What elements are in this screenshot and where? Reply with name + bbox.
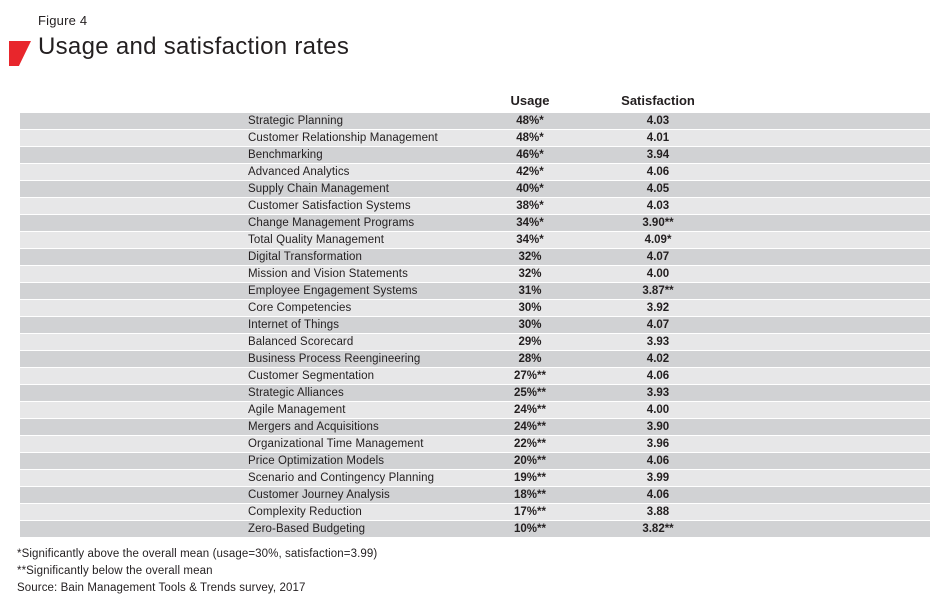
usage-value: 18%** bbox=[514, 489, 546, 501]
tool-name: Advanced Analytics bbox=[248, 166, 350, 178]
table-row bbox=[20, 402, 930, 419]
satisfaction-value: 4.06 bbox=[646, 455, 670, 467]
usage-value: 46%* bbox=[516, 149, 544, 161]
satisfaction-value: 4.01 bbox=[646, 132, 670, 144]
tool-name: Customer Segmentation bbox=[248, 370, 375, 382]
tool-name: Customer Relationship Management bbox=[248, 132, 438, 144]
usage-value: 25%** bbox=[514, 387, 546, 399]
satisfaction-value: 3.90 bbox=[646, 421, 670, 433]
satisfaction-value: 4.06 bbox=[646, 370, 670, 382]
bain-chevron-icon bbox=[9, 41, 31, 66]
table-row bbox=[20, 232, 930, 249]
usage-value: 31% bbox=[518, 285, 542, 297]
tool-name: Benchmarking bbox=[248, 149, 323, 161]
tool-name: Mission and Vision Statements bbox=[248, 268, 408, 280]
satisfaction-value: 4.07 bbox=[646, 319, 670, 331]
table-row bbox=[20, 266, 930, 283]
table-row bbox=[20, 215, 930, 232]
tool-name: Supply Chain Management bbox=[248, 183, 390, 195]
tool-name: Employee Engagement Systems bbox=[248, 285, 418, 297]
satisfaction-value: 4.00 bbox=[646, 404, 670, 416]
usage-column-header: Usage bbox=[510, 93, 550, 108]
tool-name: Price Optimization Models bbox=[248, 455, 385, 467]
satisfaction-value: 3.93 bbox=[646, 387, 670, 399]
usage-value: 42%* bbox=[516, 166, 544, 178]
footnote-below-mean: **Significantly below the overall mean bbox=[17, 564, 213, 577]
satisfaction-value: 4.02 bbox=[646, 353, 670, 365]
table-row bbox=[20, 470, 930, 487]
usage-value: 30% bbox=[518, 319, 542, 331]
tool-name: Strategic Planning bbox=[248, 115, 344, 127]
usage-value: 24%** bbox=[514, 404, 546, 416]
table-row bbox=[20, 453, 930, 470]
tool-name: Digital Transformation bbox=[248, 251, 363, 263]
satisfaction-value: 3.87** bbox=[642, 285, 674, 297]
usage-value: 20%** bbox=[514, 455, 546, 467]
table-row bbox=[20, 198, 930, 215]
table-row bbox=[20, 283, 930, 300]
table-row bbox=[20, 181, 930, 198]
usage-value: 10%** bbox=[514, 523, 546, 535]
usage-value: 22%** bbox=[514, 438, 546, 450]
tool-name: Scenario and Contingency Planning bbox=[248, 472, 435, 484]
usage-value: 32% bbox=[518, 268, 542, 280]
usage-value: 19%** bbox=[514, 472, 546, 484]
usage-value: 48%* bbox=[516, 115, 544, 127]
tool-name: Organizational Time Management bbox=[248, 438, 424, 450]
satisfaction-value: 4.09* bbox=[644, 234, 672, 246]
satisfaction-value: 4.05 bbox=[646, 183, 670, 195]
figure-label: Figure 4 bbox=[38, 13, 88, 28]
tool-name: Agile Management bbox=[248, 404, 346, 416]
tool-name: Total Quality Management bbox=[248, 234, 384, 246]
table-row bbox=[20, 351, 930, 368]
figure-title: Usage and satisfaction rates bbox=[38, 33, 350, 60]
usage-value: 40%* bbox=[516, 183, 544, 195]
tool-name: Customer Satisfaction Systems bbox=[248, 200, 411, 212]
table-row bbox=[20, 334, 930, 351]
table-row bbox=[20, 249, 930, 266]
tool-name: Customer Journey Analysis bbox=[248, 489, 390, 501]
table-row bbox=[20, 436, 930, 453]
satisfaction-value: 4.00 bbox=[646, 268, 670, 280]
satisfaction-column-header: Satisfaction bbox=[621, 93, 695, 108]
table-row bbox=[20, 368, 930, 385]
usage-satisfaction-table bbox=[20, 88, 930, 538]
satisfaction-value: 4.06 bbox=[646, 166, 670, 178]
source-line: Source: Bain Management Tools & Trends survey, 2017 bbox=[17, 581, 306, 594]
tool-name: Change Management Programs bbox=[248, 217, 415, 229]
tool-name: Zero-Based Budgeting bbox=[248, 523, 366, 535]
table-row bbox=[20, 317, 930, 334]
usage-value: 34%* bbox=[516, 217, 544, 229]
table-row bbox=[20, 130, 930, 147]
satisfaction-value: 3.99 bbox=[646, 472, 670, 484]
usage-value: 30% bbox=[518, 302, 542, 314]
usage-value: 17%** bbox=[514, 506, 546, 518]
table-row bbox=[20, 487, 930, 504]
table-row bbox=[20, 504, 930, 521]
footnote-above-mean: *Significantly above the overall mean (usage=30%, satisfaction=3.99) bbox=[17, 548, 378, 560]
satisfaction-value: 3.90** bbox=[642, 217, 674, 229]
satisfaction-value: 3.92 bbox=[646, 302, 670, 314]
tool-name: Internet of Things bbox=[248, 319, 340, 331]
satisfaction-value: 4.03 bbox=[646, 115, 670, 127]
usage-value: 24%** bbox=[514, 421, 546, 433]
usage-value: 38%* bbox=[516, 200, 544, 212]
satisfaction-value: 3.88 bbox=[646, 506, 670, 518]
satisfaction-value: 3.96 bbox=[646, 438, 670, 450]
satisfaction-value: 4.06 bbox=[646, 489, 670, 501]
tool-name: Strategic Alliances bbox=[248, 387, 344, 399]
satisfaction-value: 3.94 bbox=[646, 149, 670, 161]
usage-value: 28% bbox=[518, 353, 542, 365]
satisfaction-value: 3.82** bbox=[642, 523, 674, 535]
tool-name: Complexity Reduction bbox=[248, 506, 362, 518]
table-row bbox=[20, 164, 930, 181]
table-header-row bbox=[20, 88, 930, 113]
usage-value: 29% bbox=[518, 336, 542, 348]
satisfaction-value: 4.07 bbox=[646, 251, 670, 263]
tool-name: Balanced Scorecard bbox=[248, 336, 354, 348]
tool-name: Core Competencies bbox=[248, 302, 352, 314]
usage-value: 27%** bbox=[514, 370, 546, 382]
table-row bbox=[20, 419, 930, 436]
tool-name: Business Process Reengineering bbox=[248, 353, 421, 365]
table-row bbox=[20, 147, 930, 164]
tool-name: Mergers and Acquisitions bbox=[248, 421, 379, 433]
table-row bbox=[20, 300, 930, 317]
footnotes bbox=[17, 546, 377, 596]
satisfaction-value: 4.03 bbox=[646, 200, 670, 212]
usage-value: 34%* bbox=[516, 234, 544, 246]
satisfaction-value: 3.93 bbox=[646, 336, 670, 348]
table-row bbox=[20, 385, 930, 402]
usage-value: 32% bbox=[518, 251, 542, 263]
table-row bbox=[20, 113, 930, 130]
usage-value: 48%* bbox=[516, 132, 544, 144]
table-row bbox=[20, 521, 930, 538]
table-body bbox=[20, 113, 930, 538]
